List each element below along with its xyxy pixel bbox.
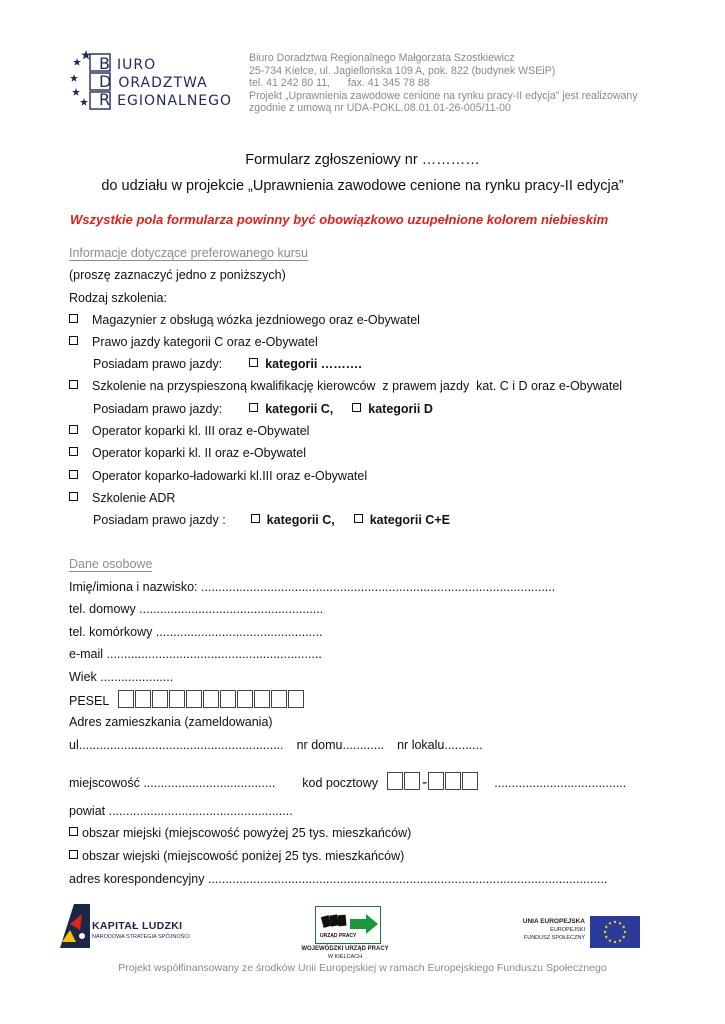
- biuro-logo-wordmark: [99, 54, 232, 108]
- eu-fund-text: [505, 918, 585, 942]
- course-option[interactable]: [69, 469, 367, 483]
- form-title: Formularz zgłoszeniowy nr …………: [245, 152, 480, 168]
- org-line: Biuro Doradztwa Regionalnego Małgorzata Szostkiewicz: [249, 52, 515, 64]
- urban-option[interactable]: [69, 826, 411, 840]
- age-field[interactable]: Wiek .....................: [69, 670, 174, 684]
- logo-rest-b: IURO: [116, 57, 157, 73]
- postal-city-field[interactable]: ......................................: [494, 776, 627, 790]
- checkbox[interactable]: [69, 425, 78, 434]
- course-option[interactable]: [69, 446, 306, 460]
- postal-digit-box[interactable]: [387, 772, 403, 790]
- checkbox[interactable]: [69, 380, 78, 389]
- postal-dash: -: [421, 774, 428, 791]
- checkbox[interactable]: [249, 358, 258, 367]
- cofinancing-note: Projekt współfinansowany ze środków Unii Europejskiej w ramach Europejskiego Funduszu Społecznego: [118, 962, 607, 974]
- wup-city: W KIELCACH: [327, 954, 363, 960]
- license-row: [93, 357, 362, 371]
- correspondence-address-field[interactable]: adres korespondencyjny ...................................................................................................................: [69, 872, 608, 886]
- license-label: Posiadam prawo jazdy:: [93, 357, 223, 371]
- eu-line-2: EUROPEJSKI: [550, 927, 585, 933]
- city-postal-row: [69, 772, 626, 792]
- address-heading: Adres zamieszkania (zameldowania): [69, 715, 273, 729]
- org-line: 25-734 Kielce, ul. Jagiellońska 109 A, pok. 822 (budynek WSEiP): [249, 64, 556, 77]
- postal-digit-box[interactable]: [445, 772, 461, 790]
- house-number-field[interactable]: nr domu............: [296, 738, 385, 752]
- course-option[interactable]: [69, 379, 622, 393]
- course-option-label: Szkolenie ADR: [92, 491, 176, 505]
- license-option: kategorii C,: [265, 402, 334, 416]
- pesel-row: [69, 690, 305, 708]
- pesel-digit-box[interactable]: [288, 690, 304, 708]
- wup-name: WOJEWÓDZKI URZĄD PRACY: [301, 946, 389, 952]
- pesel-digit-box[interactable]: [220, 690, 236, 708]
- license-option: kategorii C,: [266, 513, 335, 527]
- street-row: [69, 738, 483, 752]
- logo-cap-b: B: [99, 54, 111, 73]
- license-label: Posiadam prawo jazdy:: [93, 402, 223, 416]
- license-option: kategorii C+E: [369, 513, 450, 527]
- pesel-digit-box[interactable]: [169, 690, 185, 708]
- pesel-digit-box[interactable]: [237, 690, 253, 708]
- course-option[interactable]: [69, 491, 175, 505]
- street-field[interactable]: ul...........................................................: [69, 738, 284, 752]
- pesel-digit-box[interactable]: [118, 690, 134, 708]
- postal-digit-box[interactable]: [428, 772, 444, 790]
- course-instruction: (proszę zaznaczyć jedno z poniższych): [69, 268, 286, 282]
- course-type-label: Rodzaj szkolenia:: [69, 291, 167, 305]
- checkbox[interactable]: [251, 514, 260, 523]
- fill-notice: Wszystkie pola formularza powinny być obowiązkowo uzupełnione kolorem niebieskim: [70, 212, 609, 227]
- checkbox[interactable]: [69, 336, 78, 345]
- wup-logo: [315, 906, 381, 944]
- org-line: Projekt „Uprawnienia zawodowe cenione na rynku pracy-II edycja” jest realizowany: [249, 89, 638, 102]
- phone-home-field[interactable]: tel. domowy .....................................................: [69, 602, 324, 616]
- course-option-label: Szkolenie na przyspieszoną kwalifikację kierowców z prawem jazdy kat. C i D oraz e-Obywatel: [92, 379, 623, 393]
- logo-cap-d: D: [99, 72, 113, 91]
- checkbox[interactable]: [354, 514, 363, 523]
- logo-rest-d: ORADZTWA: [118, 75, 208, 91]
- kapital-ludzki-subtitle: NARODOWA STRATEGIA SPÓJNOŚCI: [92, 934, 190, 940]
- course-option-label: Prawo jazdy kategorii C oraz e-Obywatel: [92, 335, 318, 349]
- pesel-digit-box[interactable]: [271, 690, 287, 708]
- pesel-digit-box[interactable]: [203, 690, 219, 708]
- checkbox[interactable]: [69, 447, 78, 456]
- checkbox[interactable]: [249, 403, 258, 412]
- email-field[interactable]: e-mail ..............................................................: [69, 647, 322, 661]
- org-line: tel. 41 242 80 11, fax. 41 345 78 88: [249, 77, 430, 90]
- logo-rest-r: EGIONALNEGO: [117, 93, 233, 109]
- pesel-label: PESEL: [69, 694, 109, 708]
- form-subtitle: do udziału w projekcie „Uprawnienia zawodowe cenione na rynku pracy-II edycja”: [101, 178, 624, 194]
- checkbox[interactable]: [69, 314, 78, 323]
- course-option-label: Operator koparki kl. III oraz e-Obywatel: [92, 424, 310, 438]
- license-option: kategorii D: [368, 402, 433, 416]
- pesel-digit-box[interactable]: [186, 690, 202, 708]
- postal-digit-box[interactable]: [404, 772, 420, 790]
- rural-option[interactable]: [69, 849, 404, 863]
- checkbox[interactable]: [69, 850, 78, 859]
- city-field[interactable]: miejscowość ......................................: [69, 776, 276, 790]
- wup-badge: URZĄD PRACY: [320, 933, 357, 939]
- county-field[interactable]: powiat .....................................................: [69, 804, 293, 818]
- checkbox[interactable]: [69, 492, 78, 501]
- flat-number-field[interactable]: nr lokalu...........: [397, 738, 483, 752]
- license-row: [93, 402, 433, 416]
- course-option[interactable]: [69, 335, 318, 349]
- kapital-ludzki-logo-icon: [60, 904, 90, 948]
- organization-info: [249, 52, 638, 115]
- postal-code-label: kod pocztowy: [302, 776, 378, 790]
- urban-label: obszar miejski (miejscowość powyżej 25 tys. mieszkańców): [82, 826, 412, 840]
- checkbox[interactable]: [352, 403, 361, 412]
- course-option-label: Operator koparki kl. II oraz e-Obywatel: [92, 446, 306, 460]
- license-option: kategorii ……….: [265, 357, 362, 371]
- kapital-ludzki-logo: [92, 920, 190, 940]
- phone-mobile-field[interactable]: tel. komórkowy ................................................: [69, 625, 323, 639]
- rural-label: obszar wiejski (miejscowość poniżej 25 tys. mieszkańców): [82, 849, 405, 863]
- license-label: Posiadam prawo jazdy :: [93, 513, 226, 527]
- course-option-label: Operator koparko-ładowarki kl.III oraz e-Obywatel: [92, 469, 368, 483]
- license-row: [93, 513, 450, 527]
- personal-section-heading: Dane osobowe: [69, 557, 153, 571]
- kapital-ludzki-title: KAPITAŁ LUDZKI: [92, 920, 183, 932]
- pesel-digit-box[interactable]: [254, 690, 270, 708]
- postal-digit-box[interactable]: [462, 772, 478, 790]
- checkbox[interactable]: [69, 470, 78, 479]
- org-line: zgodnie z umową nr UDA-POKL.08.01.01-26-005/11-00: [249, 102, 511, 115]
- eu-line-3: FUNDUSZ SPOŁECZNY: [523, 935, 585, 941]
- course-option-label: Magazynier z obsługą wózka jezdniowego oraz e-Obywatel: [92, 313, 420, 327]
- pesel-digit-box[interactable]: [135, 690, 151, 708]
- pesel-digit-box[interactable]: [152, 690, 168, 708]
- eu-line-1: UNIA EUROPEJSKA: [522, 918, 585, 925]
- course-option[interactable]: [69, 424, 309, 438]
- course-section-heading: Informacje dotyczące preferowanego kursu: [69, 246, 309, 260]
- name-field[interactable]: Imię/imiona i nazwisko: ......................................................................................................: [69, 580, 556, 594]
- eu-flag-icon: [590, 916, 640, 948]
- logo-cap-r: R: [99, 90, 112, 109]
- course-option[interactable]: [69, 313, 420, 327]
- checkbox[interactable]: [69, 827, 78, 836]
